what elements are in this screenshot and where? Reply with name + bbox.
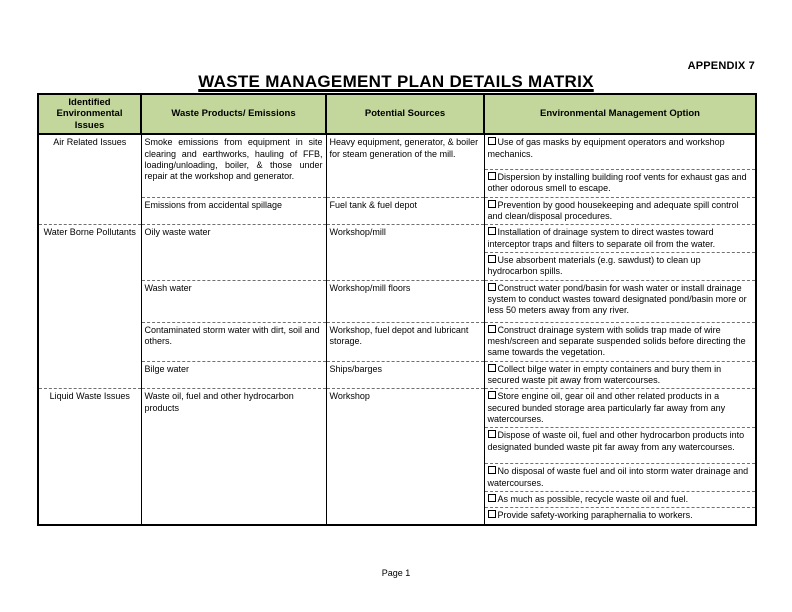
management-option-text: Collect bilge water in empty containers and bury them in secured waste pit away from watercourses. [487,363,722,385]
checkbox-icon [488,325,496,333]
management-option-text: Use of gas masks by equipment operators and workshop mechanics. [487,137,725,159]
appendix-label: APPENDIX 7 [687,60,755,72]
header-row [38,94,756,134]
management-option-cell [484,322,756,361]
issue-cell-air-related: Air Related Issues [38,134,141,225]
checkbox-icon [488,494,496,502]
table-row [38,225,756,253]
waste-cell: Smoke emissions from equipment in site clearing and earthworks, hauling of FFB, loading/unloading, boiler, & those under repair at the workshop and generator. [141,134,326,197]
table-row [38,389,756,428]
checkbox-icon [488,137,496,145]
table-row [38,134,756,169]
waste-cell: Oily waste water [141,225,326,280]
checkbox-icon [488,255,496,263]
column-header-waste-products: Waste Products/ Emissions [141,94,326,134]
management-option-text: Use absorbent materials (e.g. sawdust) to clean up hydrocarbon spills. [487,254,701,277]
management-option-cell [484,389,756,428]
source-cell: Workshop, fuel depot and lubricant storage. [326,322,484,361]
checkbox-icon [488,283,496,291]
table-row [38,280,756,322]
checkbox-icon [488,172,496,180]
source-cell: Heavy equipment, generator, & boiler for steam generation of the mill. [326,134,484,197]
waste-cell: Emissions from accidental spillage [141,197,326,225]
management-option-cell [484,169,756,197]
column-header-issues: Identified Environmental Issues [38,94,141,134]
management-option-text: Prevention by good housekeeping and adequate spill control and clean/disposal procedures. [487,199,739,221]
management-option-text: Provide safety-working paraphernalia to workers. [497,510,693,521]
waste-cell: Contaminated storm water with dirt, soil and others. [141,322,326,361]
management-option-text: Installation of drainage system to direct wastes toward interceptor traps and filters to separate oil from the water. [487,227,716,249]
source-cell: Workshop [326,389,484,525]
management-option-cell [484,464,756,492]
management-option-text: As much as possible, recycle waste oil and fuel. [497,493,689,504]
management-option-text: Dispose of waste oil, fuel and other hydrocarbon products into designated bunded waste pit far away from any watercourses. [487,430,745,452]
table-row [38,197,756,225]
management-option-text: Store engine oil, gear oil and other related products in a secured bunded storage area particularly far away from any watercourses. [487,391,726,424]
waste-cell: Waste oil, fuel and other hydrocarbon products [141,389,326,525]
checkbox-icon [488,466,496,474]
table-row [38,361,756,389]
management-option-cell [484,361,756,389]
source-cell: Workshop/mill [326,225,484,280]
column-header-management-option: Environmental Management Option [484,94,756,134]
management-option-cell [484,225,756,253]
column-header-potential-sources: Potential Sources [326,94,484,134]
issue-cell-liquid-waste: Liquid Waste Issues [38,389,141,525]
checkbox-icon [488,200,496,208]
management-option-text: Construct drainage system with solids trap made of wire mesh/screen and separate suspended solids before directing the same towards the vegetation. [487,324,746,358]
issue-cell-water-borne: Water Borne Pollutants [38,225,141,389]
management-option-cell [484,428,756,464]
management-option-cell [484,508,756,525]
management-option-cell [484,491,756,507]
checkbox-icon [488,364,496,372]
checkbox-icon [488,227,496,235]
checkbox-icon [488,510,496,518]
management-option-text: Dispersion by installing building roof vents for exhaust gas and other odorous smell to escape. [487,171,747,193]
waste-cell: Wash water [141,280,326,322]
management-option-text: No disposal of waste fuel and oil into storm water drainage and watercourses. [487,466,749,488]
waste-management-matrix-table [37,93,757,526]
management-option-text: Construct water pond/basin for wash water or install drainage system to conduct wastes toward designated pond/basin more or less 50 meters away from any river. [487,282,747,316]
management-option-cell [484,197,756,225]
source-cell: Fuel tank & fuel depot [326,197,484,225]
checkbox-icon [488,430,496,438]
checkbox-icon [488,391,496,399]
source-cell: Ships/barges [326,361,484,389]
page-title: WASTE MANAGEMENT PLAN DETAILS MATRIX [198,72,594,91]
table-row [38,322,756,361]
source-cell: Workshop/mill floors [326,280,484,322]
management-option-cell [484,134,756,169]
page-number: Page 1 [381,568,411,578]
waste-cell: Bilge water [141,361,326,389]
management-option-cell [484,280,756,322]
management-option-cell [484,252,756,280]
